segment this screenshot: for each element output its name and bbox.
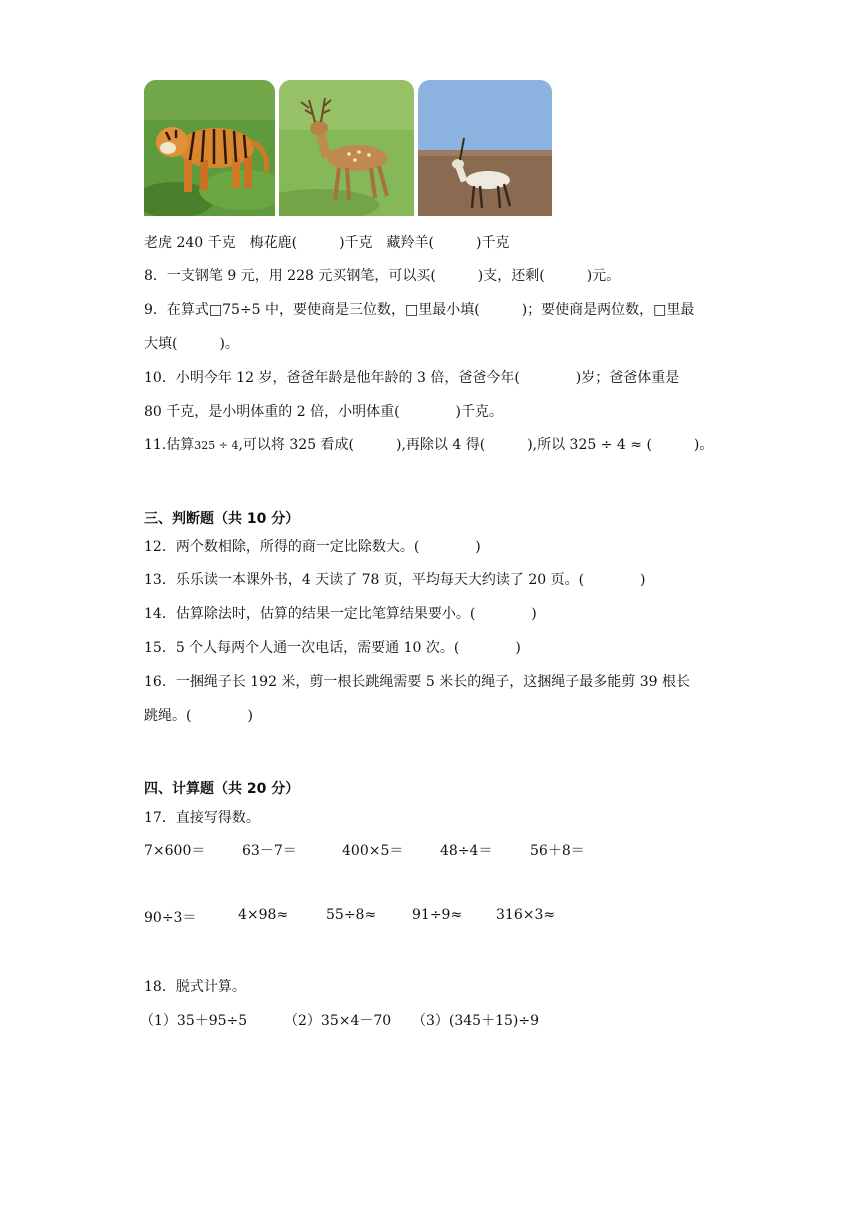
question-11-expression: 325 ÷ 4 [194, 439, 239, 452]
calc-item: 48÷4＝ [440, 843, 493, 859]
section-3-title: 三、判断题（共 10 分） [144, 511, 300, 527]
calc-item: 63－7＝ [242, 843, 297, 859]
question-8: 8．一支钢笔 9 元，用 228 元买钢笔，可以买( )支，还剩( )元。 [144, 268, 621, 284]
question-16-line2: 跳绳。( ) [144, 708, 253, 724]
question-18: 18．脱式计算。 [144, 979, 246, 995]
question-15: 15．5 个人每两个人通一次电话，需要通 10 次。( ) [144, 640, 521, 656]
question-17: 17．直接写得数。 [144, 810, 260, 826]
calc-item: 4×98≈ [238, 907, 289, 923]
animal-weight-line: 老虎 240 千克 梅花鹿( )千克 藏羚羊( )千克 [144, 235, 510, 251]
question-12: 12．两个数相除，所得的商一定比除数大。( ) [144, 539, 481, 555]
question-9-line2: 大填( )。 [144, 336, 239, 352]
calc-item: 400×5＝ [342, 843, 404, 859]
calc-item: 91÷9≈ [412, 907, 463, 923]
calc-row-1 [0, 840, 860, 860]
question-16-line1: 16．一捆绳子长 192 米，剪一根长跳绳需要 5 米长的绳子，这捆绳子最多能剪 39 根长 [144, 674, 690, 690]
calc-item: 55÷8≈ [326, 907, 377, 923]
calc-item: 7×600＝ [144, 843, 206, 859]
calc-item: 316×3≈ [496, 907, 556, 923]
antelope-photo [418, 80, 552, 216]
q18-item: （2）35×4－70 [284, 1013, 392, 1029]
question-18-items [0, 1010, 860, 1030]
calc-row-2 [0, 907, 860, 927]
tiger-photo [144, 80, 275, 216]
question-10-line1: 10．小明今年 12 岁，爸爸年龄是他年龄的 3 倍，爸爸今年( )岁；爸爸体重是 [144, 370, 680, 386]
calc-item: 56＋8＝ [530, 843, 585, 859]
deer-photo [279, 80, 414, 216]
question-10-line2: 80 千克，是小明体重的 2 倍，小明体重( )千克。 [144, 404, 503, 420]
q18-item: （3）(345＋15)÷9 [412, 1013, 540, 1029]
question-14: 14．估算除法时，估算的结果一定比笔算结果要小。( ) [144, 606, 537, 622]
question-11-prefix: 11.估算 [144, 437, 195, 453]
question-9-line1: 9．在算式□75÷5 中，要使商是三位数，□里最小填( )；要使商是两位数，□里最 [144, 302, 695, 318]
calc-item: 90÷3＝ [144, 910, 197, 926]
question-13: 13．乐乐读一本课外书，4 天读了 78 页，平均每天大约读了 20 页。( ) [144, 572, 646, 588]
question-11-rest: ,可以将 325 看成( ),再除以 4 得( ),所以 325 ÷ 4 ≈ ( )。 [238, 437, 714, 453]
question-11 [144, 434, 713, 454]
q18-item: （1）35＋95÷5 [140, 1013, 248, 1029]
section-4-title: 四、计算题（共 20 分） [144, 781, 300, 797]
